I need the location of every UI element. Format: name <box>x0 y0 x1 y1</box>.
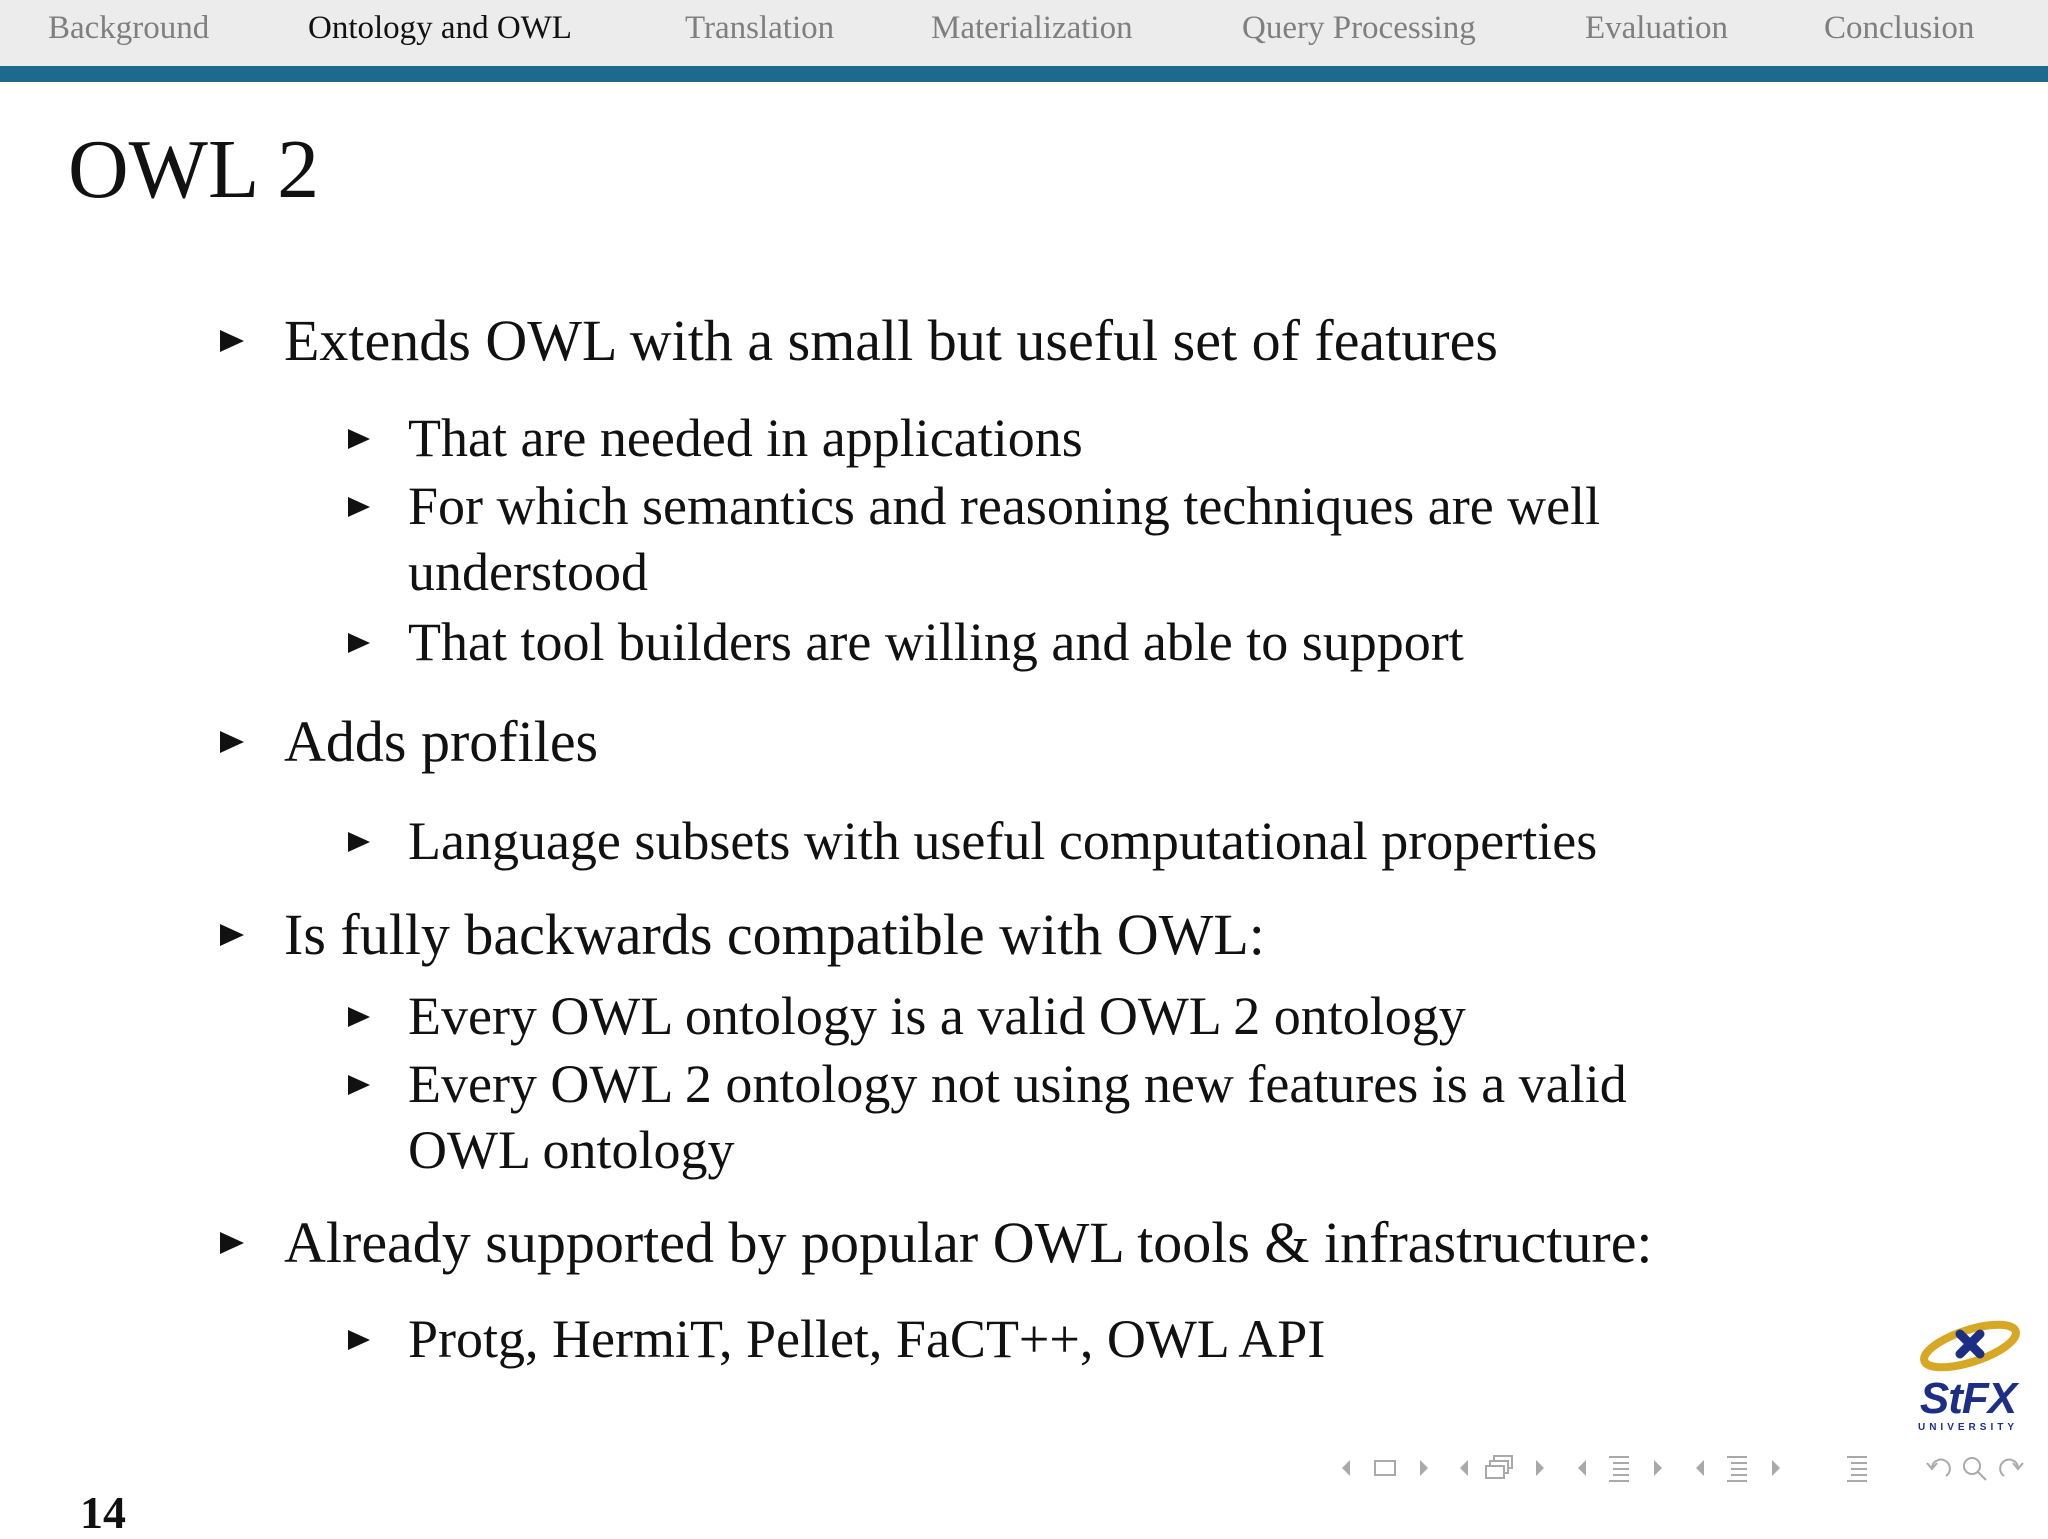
sub-bullet-text: Language subsets with useful computational properties <box>408 811 1598 871</box>
sub-bullet-text-continued: OWL ontology <box>408 1120 735 1180</box>
bullet-triangle-icon <box>348 1007 370 1027</box>
logo-subtitle: UNIVERSITY <box>1917 1422 2018 1433</box>
logo-name: StFX <box>1919 1374 2017 1423</box>
nav-section-query-processing[interactable]: Query Processing <box>1242 10 1476 46</box>
sub-bullet-text: That tool builders are willing and able to support <box>408 612 1464 672</box>
bullet-text: Already supported by popular OWL tools & infrastructure: <box>284 1210 1653 1275</box>
nav-section-evaluation[interactable]: Evaluation <box>1585 10 1728 46</box>
section-icon[interactable] <box>1724 1448 1750 1488</box>
bullet-triangle-icon <box>348 633 370 653</box>
frame-icon[interactable] <box>1484 1448 1518 1488</box>
prev-slide-icon[interactable] <box>1338 1448 1354 1488</box>
bullet-triangle-icon <box>220 1232 244 1254</box>
next-slide-icon[interactable] <box>1416 1448 1432 1488</box>
bullet-text: Extends OWL with a small but useful set of features <box>284 308 1498 373</box>
sub-bullet-text: Protg, HermiT, Pellet, FaCT++, OWL API <box>408 1309 1326 1369</box>
section-navigation <box>0 0 2048 66</box>
university-logo <box>1908 1310 2028 1438</box>
nav-section-conclusion[interactable]: Conclusion <box>1824 10 1975 46</box>
sub-bullet-text: That are needed in applications <box>408 408 1083 468</box>
sub-bullet-text: Every OWL 2 ontology not using new features is a valid <box>408 1054 1627 1114</box>
bullet-triangle-icon <box>348 832 370 852</box>
nav-divider-bar <box>0 66 2048 82</box>
page-number: 14 <box>80 1487 126 1538</box>
bullet-text: Is fully backwards compatible with OWL: <box>284 902 1265 967</box>
sub-bullet-text: For which semantics and reasoning techniques are well <box>408 476 1601 536</box>
nav-section-translation[interactable]: Translation <box>685 10 835 46</box>
subsection-icon[interactable] <box>1606 1448 1632 1488</box>
back-icon[interactable] <box>1924 1448 1954 1488</box>
logo-swoosh-icon <box>1908 1310 2028 1380</box>
slide-title: OWL 2 <box>68 123 320 216</box>
toc-icon[interactable] <box>1844 1448 1870 1488</box>
bullet-triangle-icon <box>348 429 370 449</box>
bullet-triangle-icon <box>220 731 244 753</box>
prev-subsection-icon[interactable] <box>1574 1448 1590 1488</box>
forward-icon[interactable] <box>1996 1448 2026 1488</box>
slide-icon[interactable] <box>1372 1448 1398 1488</box>
bullet-triangle-icon <box>220 330 244 352</box>
bullet-triangle-icon <box>348 1330 370 1350</box>
nav-section-ontology-and-owl[interactable]: Ontology and OWL <box>308 10 572 46</box>
next-section-icon[interactable] <box>1768 1448 1784 1488</box>
prev-section-icon[interactable] <box>1692 1448 1708 1488</box>
bullet-triangle-icon <box>348 1075 370 1095</box>
bullet-triangle-icon <box>348 497 370 517</box>
next-frame-icon[interactable] <box>1532 1448 1548 1488</box>
sub-bullet-text-continued: understood <box>408 542 648 602</box>
nav-section-background[interactable]: Background <box>48 10 210 46</box>
next-subsection-icon[interactable] <box>1650 1448 1666 1488</box>
bullet-text: Adds profiles <box>284 709 599 774</box>
sub-bullet-text: Every OWL ontology is a valid OWL 2 ontology <box>408 986 1466 1046</box>
nav-section-materialization[interactable]: Materialization <box>931 10 1133 46</box>
bullet-triangle-icon <box>220 924 244 946</box>
prev-frame-icon[interactable] <box>1456 1448 1472 1488</box>
search-icon[interactable] <box>1960 1448 1990 1488</box>
